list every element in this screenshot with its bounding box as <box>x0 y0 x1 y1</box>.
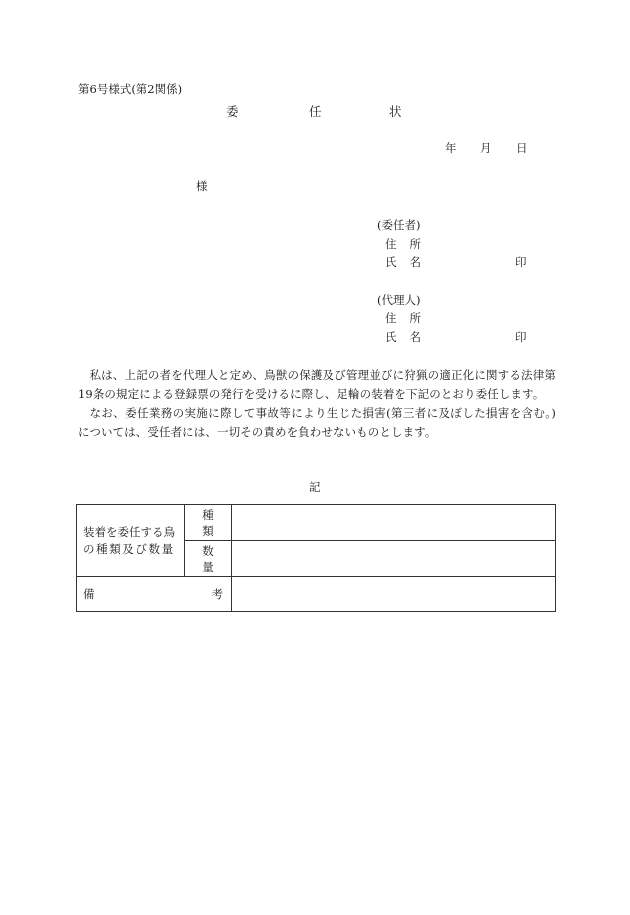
date-month-label: 月 <box>480 141 492 155</box>
label-char: 量 <box>202 559 214 574</box>
title-char-1: 委 <box>226 104 239 119</box>
agent-address-label <box>385 313 421 325</box>
label-char: 氏 <box>385 330 397 344</box>
label-char: 住 <box>385 237 397 251</box>
label-char: 考 <box>211 587 223 601</box>
agent-heading: (代理人) <box>377 293 421 307</box>
type-label <box>193 507 223 539</box>
label-char: 名 <box>409 330 421 344</box>
category-label-text: 装着を委任する鳥 <box>83 524 175 539</box>
quantity-label-cell <box>185 541 232 577</box>
delegation-paragraph: 私は、上記の者を代理人と定め、鳥獣の保護及び管理並びに狩猟の適正化に関する法律第19条の規定による登録票の発行を受けるに際し、足輪の装着を下記のとおり委任します。 <box>78 368 556 401</box>
table-row <box>77 577 556 612</box>
principal-name-label <box>385 257 421 269</box>
category-label-cell <box>77 505 185 577</box>
body-text <box>78 366 556 442</box>
remarks-label <box>83 586 225 602</box>
label-char: 所 <box>409 237 421 251</box>
principal-address-label <box>385 239 421 251</box>
table-row <box>77 505 556 541</box>
quantity-label <box>193 543 223 575</box>
principal-heading: (委任者) <box>377 218 421 232</box>
label-char: 住 <box>385 311 397 325</box>
date-year-label: 年 <box>445 141 457 155</box>
items-table <box>76 504 556 612</box>
category-label-text: の種類及び数量 <box>83 541 175 556</box>
addressee-suffix: 様 <box>196 179 208 193</box>
date-day-label: 日 <box>516 141 528 155</box>
remarks-value-cell[interactable] <box>232 577 556 612</box>
quantity-value-cell[interactable] <box>232 541 556 577</box>
type-value-cell[interactable] <box>232 505 556 541</box>
record-heading: 記 <box>309 480 321 494</box>
label-char: 名 <box>409 255 421 269</box>
principal-seal-mark: 印 <box>515 255 527 269</box>
agent-seal-mark: 印 <box>515 330 527 344</box>
form-number: 第6号様式(第2関係) <box>78 82 183 96</box>
label-char: 備 <box>83 587 95 601</box>
label-char: 氏 <box>385 255 397 269</box>
label-char: 所 <box>409 311 421 325</box>
remarks-label-cell <box>77 577 232 612</box>
type-label-cell <box>185 505 232 541</box>
agent-name-label <box>385 332 421 344</box>
category-label-line-1 <box>83 524 176 541</box>
title-char-3: 状 <box>389 104 402 119</box>
label-char: 類 <box>202 523 214 538</box>
title-char-2: 任 <box>309 104 322 119</box>
liability-paragraph: なお、委任業務の実施に際して事故等により生じた損害(第三者に及ぼした損害を含む。)については、受任者には、一切その責めを負わせないものとします。 <box>78 406 556 439</box>
category-label-line-2 <box>83 541 178 558</box>
label-char: 種 <box>202 507 214 522</box>
label-char: 数 <box>202 543 214 558</box>
